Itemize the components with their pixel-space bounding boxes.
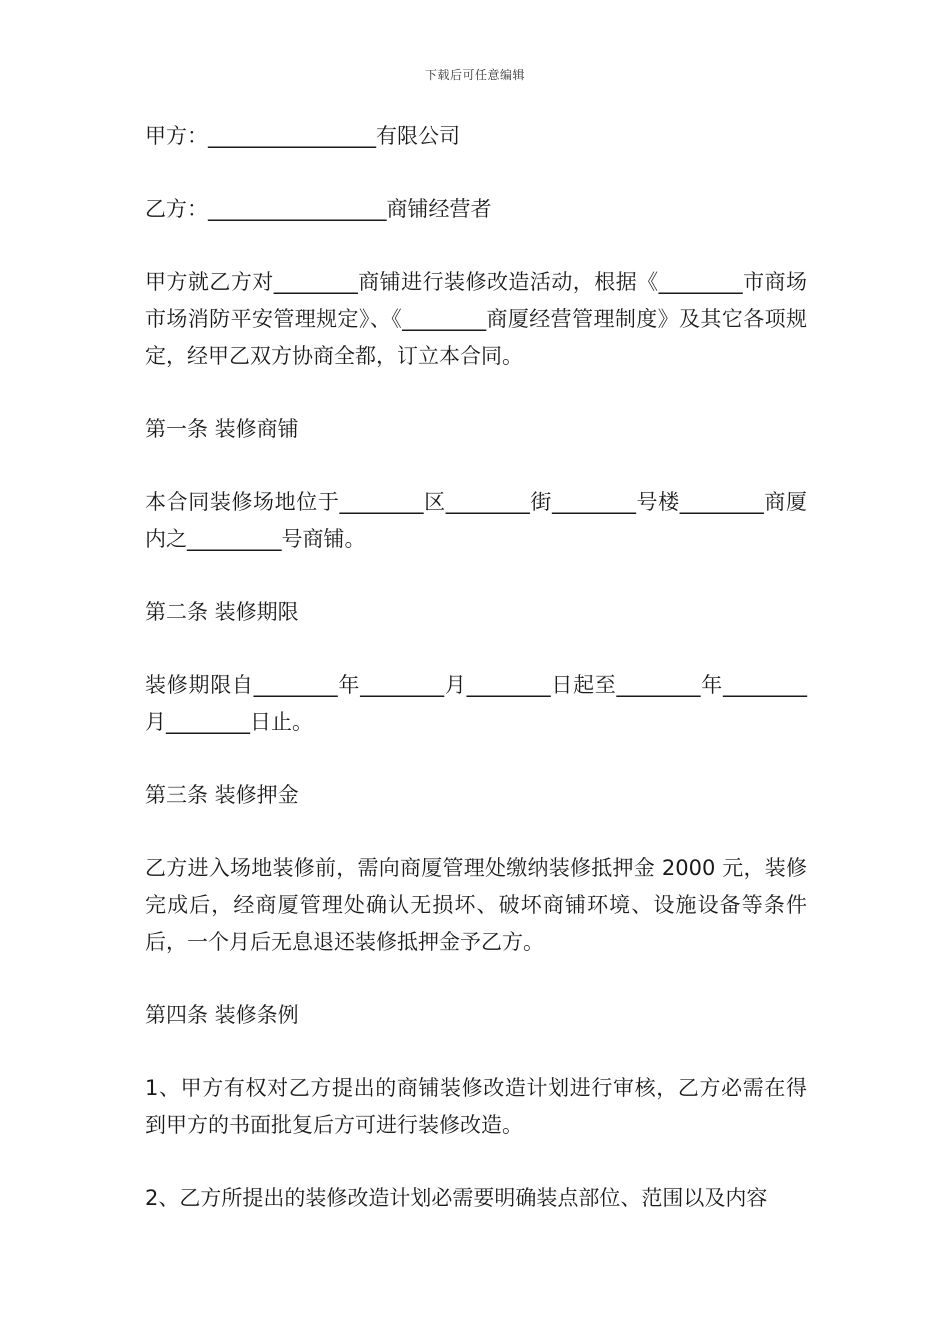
article-4-item-2: 2、乙方所提出的装修改造计划必需要明确装点部位、范围以及内容 [145, 1186, 768, 1210]
party-b-line: 乙方：_________________商铺经营者 [145, 197, 492, 221]
article-4-title: 第四条 装修条例 [145, 1003, 299, 1027]
article-4-item-1: 1、甲方有权对乙方提出的商铺装修改造计划进行审核，乙方必需在得到甲方的书面批复后方可进行装修改造。 [145, 1076, 807, 1137]
article-2-title: 第二条 装修期限 [145, 600, 299, 624]
article-2-body: 装修期限自________年________月________日起至________年________月________日止。 [145, 673, 807, 734]
page-header-note: 下载后可任意编辑 [424, 68, 525, 82]
contract-body [145, 118, 807, 1217]
article-3-body: 乙方进入场地装修前，需向商厦管理处缴纳装修抵押金 2000 元，装修完成后，经商厦管理处确认无损坏、破坏商铺环境、设施设备等条件后，一个月后无息退还装修抵押金予乙方。 [145, 856, 807, 954]
article-1-title: 第一条 装修商铺 [145, 417, 299, 441]
article-1-body: 本合同装修场地位于________区________街________号楼________商厦内之_________号商铺。 [145, 490, 807, 551]
article-3-title: 第三条 装修押金 [145, 783, 299, 807]
preamble-paragraph: 甲方就乙方对________商铺进行装修改造活动，根据《________市商场市场消防平安管理规定》、《________商厦经营管理制度》及其它各项规定，经甲乙双方协商全都，订立本合同。 [145, 270, 807, 368]
party-a-line: 甲方：________________有限公司 [145, 124, 460, 148]
